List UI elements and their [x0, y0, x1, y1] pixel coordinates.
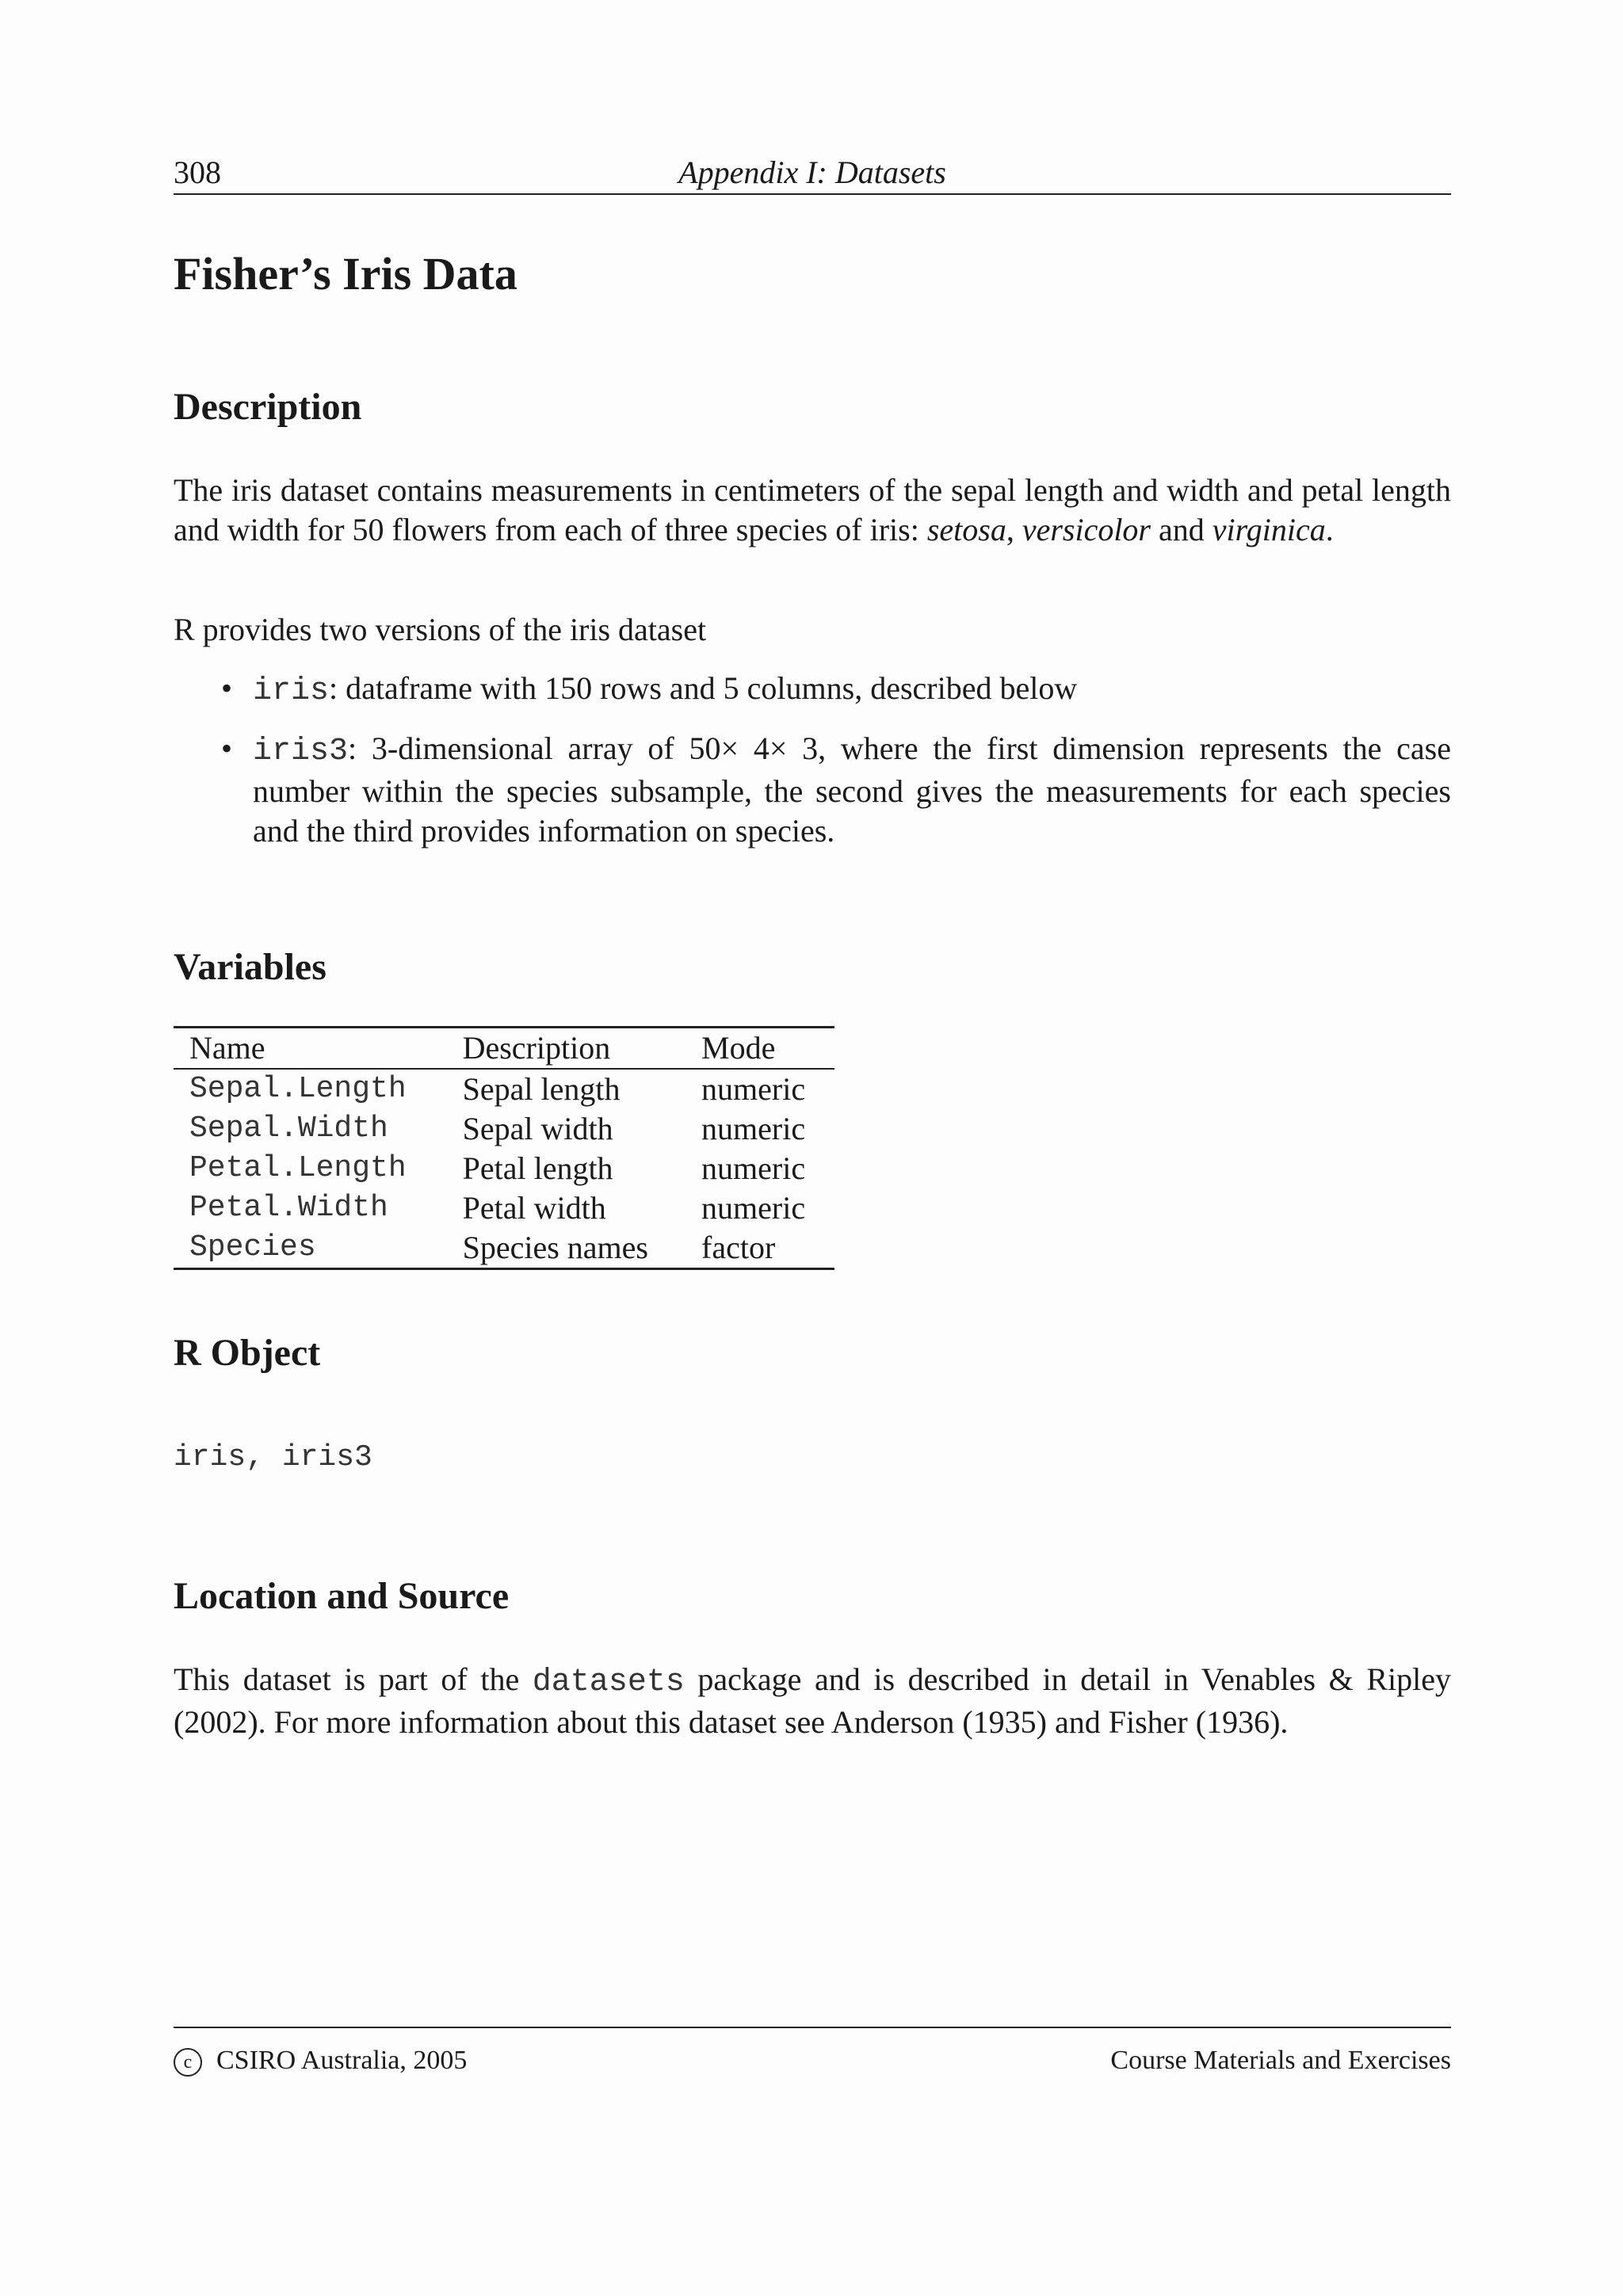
variable-name: Species: [189, 1230, 316, 1264]
table-row: [174, 1149, 834, 1188]
variable-name: Petal.Length: [189, 1151, 407, 1185]
variable-description: Sepal width: [462, 1111, 613, 1146]
copyright-text: CSIRO Australia, 2005: [216, 2046, 468, 2075]
variable-mode: numeric: [701, 1150, 806, 1186]
variable-description: Sepal length: [462, 1071, 621, 1107]
list-item: [174, 729, 1451, 851]
bullet-text: : dataframe with 150 rows and 5 columns, described below: [329, 670, 1078, 706]
location-paragraph: [174, 1660, 1451, 1742]
variable-mode: numeric: [701, 1190, 806, 1226]
variable-description: Petal length: [462, 1150, 613, 1186]
versions-list: [174, 669, 1451, 868]
bullet-text: : 3-dimensional array of 50× 4× 3, where the first dimension represents the case number within the species subsample, the second gives the measurements for each species and the third provides information on species.: [253, 730, 1451, 849]
species-versicolor: versicolor: [1022, 512, 1151, 547]
versions-paragraph: R provides two versions of the iris dataset: [174, 612, 707, 647]
variable-name: Sepal.Width: [189, 1112, 388, 1146]
variables-heading: Variables: [174, 946, 327, 988]
footer-right: Course Materials and Exercises: [1110, 2046, 1451, 2075]
bullet-icon: •: [221, 730, 233, 766]
table-header-row: [174, 1028, 834, 1070]
table-row: [174, 1109, 834, 1149]
column-header: Description: [462, 1030, 611, 1066]
variable-name: Petal.Width: [189, 1191, 388, 1225]
description-paragraph: [174, 471, 1451, 550]
running-title: Appendix I: Datasets: [678, 154, 946, 190]
separator: ,: [1006, 512, 1022, 547]
variable-mode: factor: [701, 1230, 776, 1265]
table-row: [174, 1188, 834, 1228]
footer-left: [174, 2046, 467, 2077]
page: [174, 0, 1451, 2296]
list-item: [174, 669, 1451, 711]
column-header: Name: [189, 1030, 265, 1066]
period: .: [1325, 512, 1334, 547]
page-number: 308: [174, 154, 221, 190]
column-header: Mode: [701, 1030, 776, 1066]
location-heading: Location and Source: [174, 1575, 510, 1617]
variable-description: Species names: [462, 1230, 648, 1265]
page-title: Fisher’s Iris Data: [174, 248, 517, 299]
variables-table: [174, 1026, 834, 1270]
r-object-value: iris, iris3: [174, 1440, 372, 1474]
package-name: datasets: [532, 1665, 685, 1700]
variable-description: Petal width: [462, 1190, 606, 1226]
code-iris3: iris3: [253, 734, 349, 769]
species-setosa: setosa: [926, 512, 1006, 547]
table-row: [174, 1228, 834, 1269]
table-row: [174, 1069, 834, 1109]
code-iris: iris: [253, 673, 330, 709]
species-virginica: virginica: [1212, 512, 1326, 547]
copyright-icon: c: [174, 2048, 202, 2077]
bullet-icon: •: [221, 670, 233, 706]
r-object-heading: R Object: [174, 1332, 321, 1374]
location-text: package and is described in detail in Venables & Ripley (2002). For more information about this dataset see Anderson (1935) and Fisher (1936).: [174, 1661, 1451, 1740]
description-text: The iris dataset contains measurements in centimeters of the sepal length and width and petal length and width for 50 flowers from each of three species of iris:: [174, 472, 1451, 547]
variable-mode: numeric: [701, 1111, 806, 1146]
variable-mode: numeric: [701, 1071, 806, 1107]
page-header: [174, 154, 1451, 195]
description-heading: Description: [174, 386, 362, 428]
conjunction: and: [1151, 512, 1212, 547]
location-text: This dataset is part of the: [174, 1661, 533, 1697]
page-footer: [174, 2027, 1451, 2076]
variable-name: Sepal.Length: [189, 1072, 407, 1106]
